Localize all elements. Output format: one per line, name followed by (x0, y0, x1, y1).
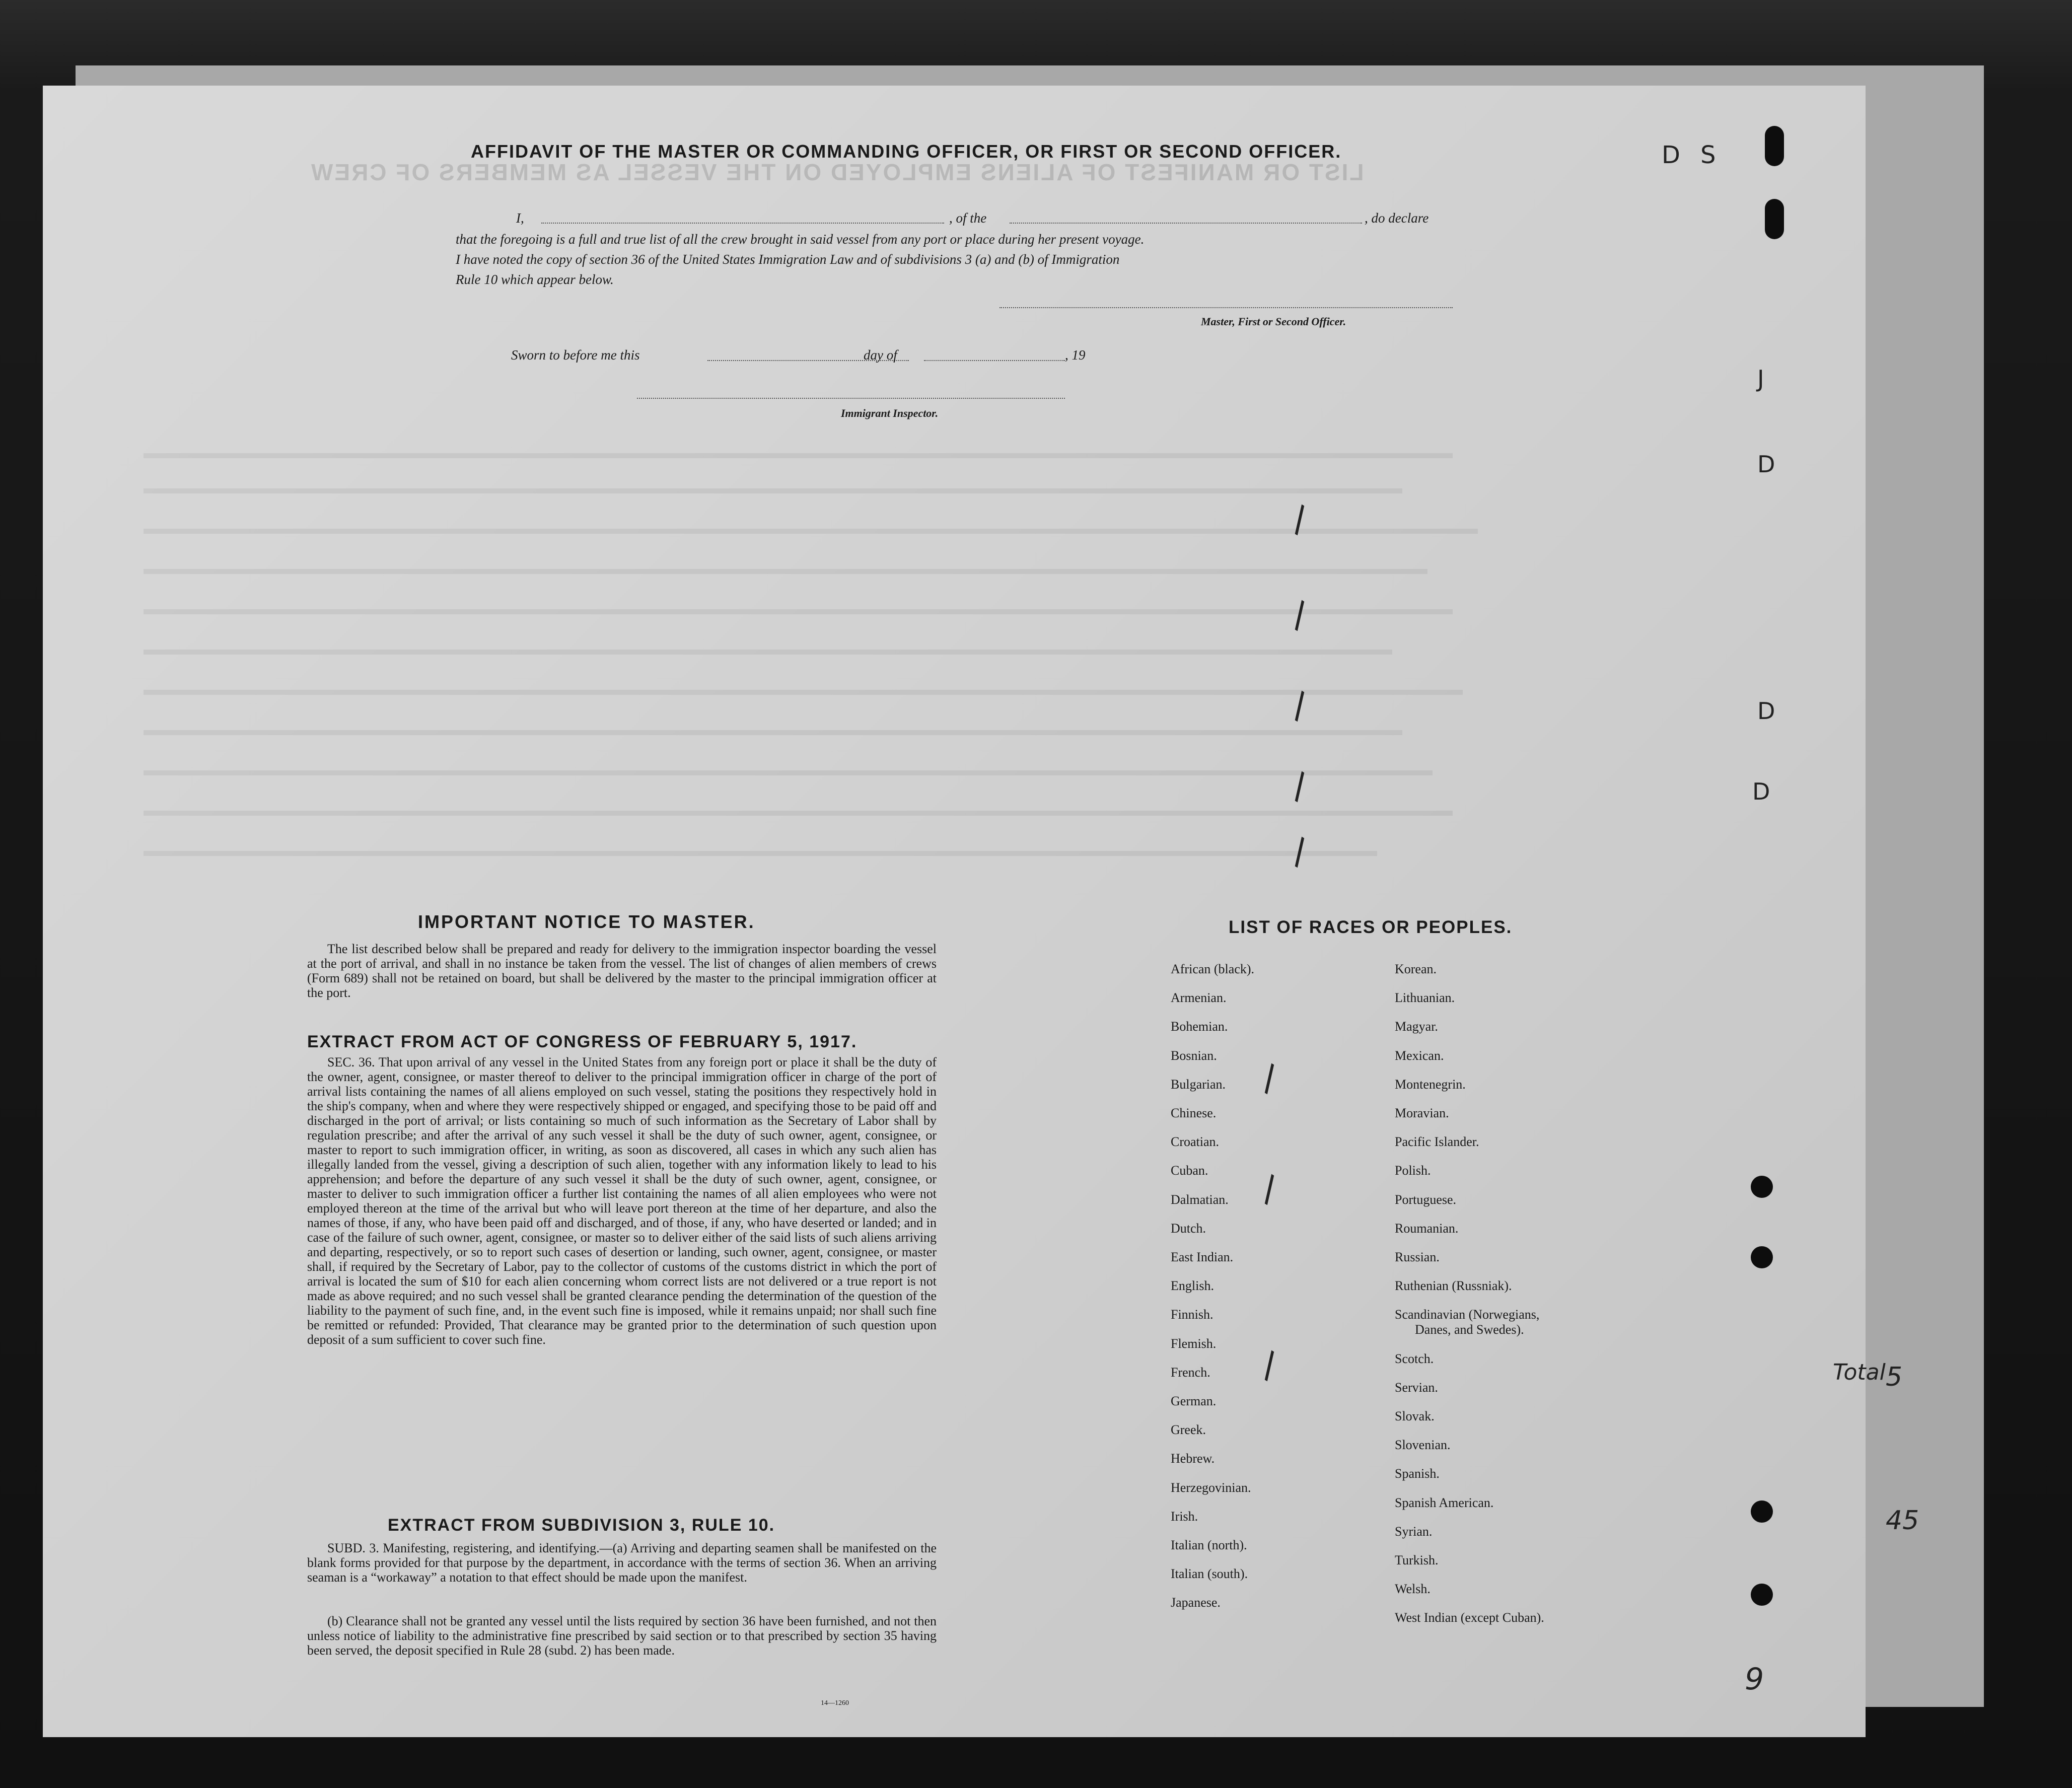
race-item: English. (1171, 1278, 1214, 1294)
bleed-through-row (144, 690, 1463, 695)
page-number-handwriting: 9 (1745, 1662, 1764, 1697)
race-item: Welsh. (1395, 1582, 1431, 1597)
bleed-through-row (144, 609, 1453, 614)
race-item: Mexican. (1395, 1048, 1444, 1063)
race-item: German. (1171, 1394, 1217, 1408)
check-mark: \ (1284, 684, 1316, 727)
race-item: Chinese. (1171, 1106, 1217, 1120)
bleed-through-row (144, 488, 1402, 493)
check-mark: \ (1254, 1168, 1285, 1210)
month-blank (924, 360, 1065, 361)
race-item: Cuban. (1171, 1163, 1208, 1178)
race-item: Portuguese. (1395, 1192, 1457, 1207)
race-item: Magyar. (1395, 1019, 1438, 1034)
race-item: Ruthenian (Russniak). (1395, 1278, 1512, 1294)
race-item: Turkish. (1395, 1553, 1439, 1567)
bleed-through-row (144, 770, 1433, 775)
form-number: 14—1260 (821, 1699, 849, 1707)
name-blank (541, 223, 944, 224)
affidavit-i: I, (516, 210, 524, 226)
count-handwriting: 45 (1886, 1506, 1919, 1536)
bleed-through-row (144, 650, 1392, 655)
punch-hole (1751, 1176, 1773, 1198)
race-item: Syrian. (1395, 1524, 1433, 1539)
race-item: Scotch. (1395, 1351, 1434, 1366)
races-title: LIST OF RACES OR PEOPLES. (1229, 917, 1513, 937)
inspector-label: Immigrant Inspector. (841, 407, 939, 419)
race-item: Danes, and Swedes). (1415, 1322, 1524, 1337)
bleed-through-row (144, 851, 1377, 856)
affidavit-sheet (43, 86, 1919, 1737)
race-item: Italian (north). (1171, 1538, 1247, 1552)
race-item: Servian. (1395, 1380, 1438, 1395)
race-item: Korean. (1395, 962, 1437, 976)
edge-mark: D (1752, 778, 1770, 805)
punch-hole (1751, 1584, 1773, 1606)
notice-text: The list described below shall be prepared and ready for delivery to the immigration inspector boarding the vessel at the port of arrival, and shall in no instance be taken from the vessel. The list of changes of alien members of crews (Form 689) shall not be retained on board, but shall be delivered by the master to the principal immigration officer at the port. (307, 942, 937, 1000)
inspector-signature-line (637, 398, 1065, 399)
affidavit-do-declare: , do declare (1365, 210, 1429, 226)
race-item: Japanese. (1171, 1595, 1221, 1610)
race-item: Russian. (1395, 1250, 1440, 1264)
race-item: African (black). (1171, 962, 1255, 976)
race-item: Scandinavian (Norwegians, (1395, 1307, 1540, 1322)
race-item: Bulgarian. (1171, 1077, 1226, 1092)
race-item: Armenian. (1171, 990, 1227, 1006)
race-item: Spanish. (1395, 1466, 1440, 1481)
race-item: Croatian. (1171, 1134, 1220, 1150)
punch-hole (1765, 126, 1784, 166)
race-item: Finnish. (1171, 1307, 1213, 1322)
race-item: East Indian. (1171, 1250, 1234, 1264)
edge-mark: S (1700, 141, 1716, 169)
race-item: Lithuanian. (1395, 990, 1455, 1006)
race-item: Spanish American. (1395, 1495, 1494, 1510)
race-item: Roumanian. (1395, 1221, 1459, 1236)
race-item: Dalmatian. (1171, 1192, 1229, 1207)
extract-rule-text-b: (b) Clearance shall not be granted any vessel until the lists required by section 36 have been furnished, and not then unless notice of liability to the administrative fine prescribed by said section or to that prescribed by section 35 having been served, the deposit specified in Rule 28 (subd. 2) has been made. (307, 1614, 937, 1658)
affidavit-line-2: that the foregoing is a full and true list of all the crew brought in said vessel from any port or place during her present voyage. (456, 232, 1145, 247)
extract-act-title: EXTRACT FROM ACT OF CONGRESS OF FEBRUARY 5, 1917. (307, 1032, 858, 1051)
bleed-through-row (144, 569, 1427, 574)
race-item: Bosnian. (1171, 1048, 1217, 1063)
check-mark: \ (1254, 1057, 1285, 1099)
race-item: Dutch. (1171, 1221, 1206, 1236)
total-handwriting: Total (1833, 1360, 1886, 1385)
bleed-through-row (144, 730, 1402, 735)
extract-act-text: SEC. 36. That upon arrival of any vessel in the United States from any foreign port or place it shall be the duty of the owner, agent, consignee, or master thereof to deliver to the principal immigration officer in charge of the port of arrival lists containing the names of all aliens employed on such vessel, stating the positions they respectively hold in the ship's company, when and where they were respectively shipped or engaged, and specifying those to be paid off and discharged in the port of arrival; or lists containing so much of such information as the Secretary of Labor shall by regulation prescribe; and after the arrival of any such vessel it shall be the duty of such owner, agent, consignee, or master to report to such immigration officer, in writing, as soon as discovered, all cases in which any such alien has illegally landed from the vessel, giving a description of such alien, together with any information likely to lead to his apprehension; and before the departure of any such vessel it shall be the duty of such owner, agent, consignee, or master to deliver to such immigration officer a further list containing the names of all alien employees who were not employed thereon at the time of the arrival but who will leave port thereon at the time of her departure, and also the names of those, if any, who have been paid off and discharged, and of those, if any, who have deserted or landed; and in case of the failure of such owner, agent, consignee, or master so to deliver either of the said lists of such aliens arriving and departing, respectively, or so to report such cases of desertion or landing, such owner, agent, consignee, or master shall, if required by the Secretary of Labor, pay to the collector of customs of the customs district in which the port of arrival is located the sum of $10 for each alien concerning whom correct lists are not delivered or a true report is not made as above required; and no such vessel shall be granted clearance pending the determination of the question of the liability to the payment of such fine, and, in the event such fine is imposed, while it remains unpaid; nor shall such fine be remitted or refunded: Provided, That clearance may be granted prior to the determination of such question upon deposit of a sum sufficient to cover such fine. (307, 1055, 937, 1347)
master-signature-line (999, 307, 1453, 308)
bleed-through-heading: LIST OR MANIFEST OF ALIENS EMPLOYED ON THE VESSEL AS MEMBERS OF CREW (310, 159, 1364, 185)
race-item: Slovenian. (1395, 1438, 1451, 1453)
sworn-text: Sworn to before me this (511, 347, 640, 363)
bleed-through-row (144, 529, 1478, 534)
check-mark: \ (1284, 765, 1316, 807)
punch-hole (1765, 199, 1784, 239)
race-item: Greek. (1171, 1422, 1206, 1438)
extract-rule-title: EXTRACT FROM SUBDIVISION 3, RULE 10. (388, 1516, 775, 1535)
edge-mark: D (1757, 451, 1775, 478)
race-item: Irish. (1171, 1509, 1198, 1524)
bleed-through-row (144, 811, 1453, 816)
check-mark: \ (1284, 498, 1316, 540)
check-mark: \ (1284, 830, 1316, 873)
affidavit-title: AFFIDAVIT OF THE MASTER OR COMMANDING OFFICER, OR FIRST OR SECOND OFFICER. (471, 141, 1342, 162)
extract-rule-text-a: SUBD. 3. Manifesting, registering, and identifying.—(a) Arriving and departing seamen shall be manifested on the blank forms provided for that purpose by the department, in accordance with the terms of section 36. When an arriving seaman is a “workaway” a notation to that effect should be made upon the manifest. (307, 1541, 937, 1585)
race-item: Pacific Islander. (1395, 1134, 1479, 1150)
race-item: Polish. (1395, 1163, 1431, 1178)
race-item: Flemish. (1171, 1336, 1217, 1351)
affidavit-line-4: Rule 10 which appear below. (456, 272, 614, 287)
bleed-through-row (144, 453, 1453, 458)
edge-mark: D (1662, 141, 1680, 169)
edge-mark: D (1757, 697, 1775, 725)
race-item: Hebrew. (1171, 1451, 1215, 1466)
race-item: French. (1171, 1365, 1210, 1380)
race-item: Moravian. (1395, 1106, 1449, 1120)
race-item: Herzegovinian. (1171, 1480, 1251, 1495)
affidavit-line-3: I have noted the copy of section 36 of the United States Immigration Law and of subdivisions 3 (a) and (b) of Immigration (456, 252, 1120, 267)
year-text: , 19 (1065, 347, 1086, 363)
punch-hole (1751, 1500, 1773, 1523)
race-item: Montenegrin. (1395, 1077, 1466, 1092)
vessel-blank (1010, 223, 1362, 224)
race-item: Bohemian. (1171, 1019, 1228, 1034)
notice-title: IMPORTANT NOTICE TO MASTER. (418, 911, 755, 932)
race-item: Slovak. (1395, 1409, 1435, 1423)
punch-hole (1751, 1246, 1773, 1268)
affidavit-of-the: , of the (949, 210, 987, 226)
day-of-text: day of (864, 347, 897, 363)
count-handwriting: 5 (1886, 1362, 1903, 1392)
check-mark: \ (1284, 594, 1316, 636)
check-mark: \ (1254, 1344, 1285, 1386)
master-label: Master, First or Second Officer. (1201, 315, 1346, 328)
edge-mark: J (1757, 365, 1764, 392)
race-item: West Indian (except Cuban). (1395, 1610, 1544, 1625)
race-item: Italian (south). (1171, 1566, 1248, 1582)
